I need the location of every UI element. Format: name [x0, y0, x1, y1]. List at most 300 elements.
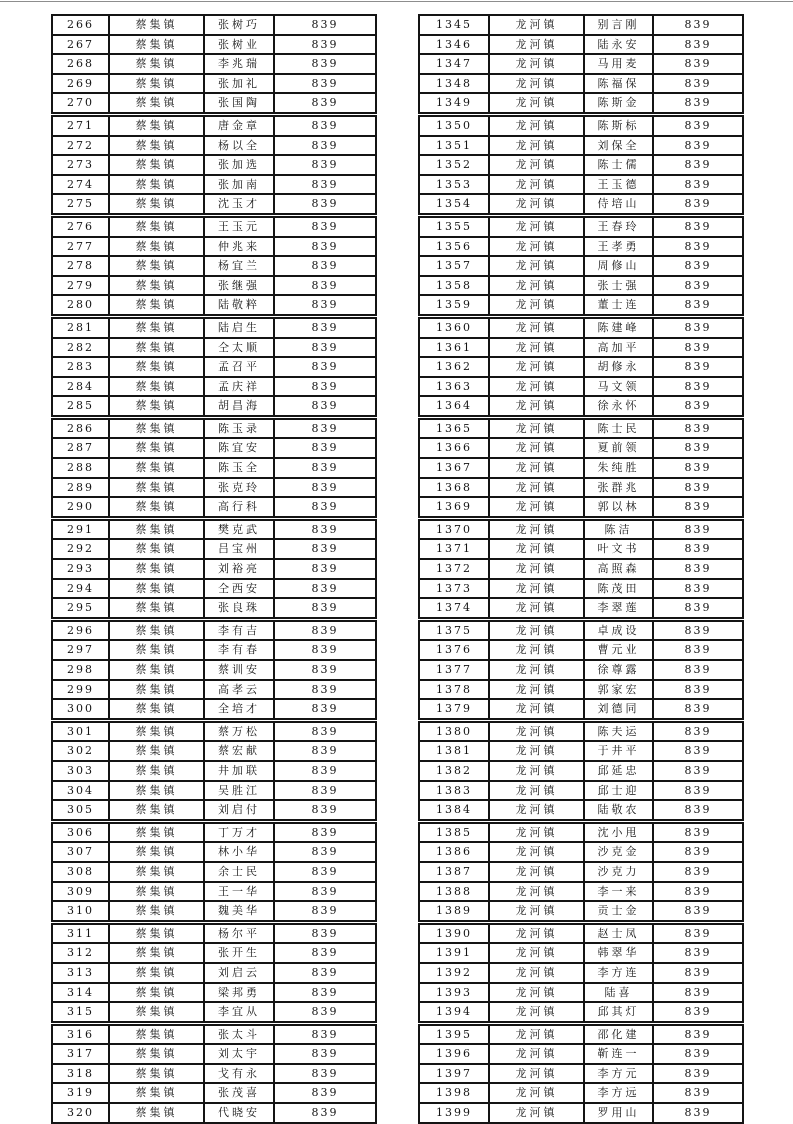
name-cell: 沈玉才: [204, 194, 274, 215]
name-cell: 杨宜兰: [204, 256, 274, 276]
value-cell: 839: [274, 1083, 376, 1103]
serial-cell: 1381: [419, 741, 489, 761]
value-cell: 839: [653, 741, 743, 761]
value-cell: 839: [274, 114, 376, 135]
value-cell: 839: [653, 640, 743, 660]
serial-cell: 274: [52, 175, 109, 195]
table-row: [419, 821, 743, 842]
table-row: [52, 497, 376, 518]
town-cell: 龙河镇: [489, 539, 584, 559]
table-row: [419, 660, 743, 680]
table-row: [52, 761, 376, 781]
serial-cell: 285: [52, 396, 109, 417]
town-cell: 蔡集镇: [109, 1044, 204, 1064]
name-cell: 蔡宏献: [204, 741, 274, 761]
table-row: [52, 539, 376, 559]
name-cell: 代晓安: [204, 1103, 274, 1123]
town-cell: 龙河镇: [489, 93, 584, 114]
town-cell: 龙河镇: [489, 74, 584, 94]
value-cell: 839: [274, 983, 376, 1003]
value-cell: 839: [274, 155, 376, 175]
name-cell: 陈宜安: [204, 438, 274, 458]
value-cell: 839: [653, 15, 743, 35]
value-cell: 839: [653, 215, 743, 236]
town-cell: 龙河镇: [489, 922, 584, 943]
town-cell: 龙河镇: [489, 882, 584, 902]
right-roster-table: [418, 14, 744, 1124]
name-cell: 张树巧: [204, 15, 274, 35]
serial-cell: 1364: [419, 396, 489, 417]
name-cell: 马文领: [584, 377, 653, 397]
name-cell: 陆启生: [204, 316, 274, 337]
table-row: [52, 1064, 376, 1084]
table-row: [419, 720, 743, 741]
table-row: [419, 155, 743, 175]
serial-cell: 268: [52, 54, 109, 74]
town-cell: 龙河镇: [489, 660, 584, 680]
value-cell: 839: [653, 237, 743, 257]
value-cell: 839: [653, 458, 743, 478]
value-cell: 839: [274, 882, 376, 902]
town-cell: 蔡集镇: [109, 943, 204, 963]
value-cell: 839: [274, 963, 376, 983]
name-cell: 张群兆: [584, 478, 653, 498]
right-roster-section: [418, 14, 744, 1124]
left-roster-body: [52, 15, 376, 1123]
table-row: [419, 963, 743, 983]
value-cell: 839: [274, 842, 376, 862]
town-cell: 蔡集镇: [109, 1083, 204, 1103]
name-cell: 刘德同: [584, 699, 653, 720]
serial-cell: 1385: [419, 821, 489, 842]
table-row: [52, 901, 376, 922]
town-cell: 蔡集镇: [109, 800, 204, 821]
value-cell: 839: [653, 781, 743, 801]
town-cell: 蔡集镇: [109, 256, 204, 276]
value-cell: 839: [274, 478, 376, 498]
serial-cell: 277: [52, 237, 109, 257]
town-cell: 蔡集镇: [109, 175, 204, 195]
town-cell: 龙河镇: [489, 901, 584, 922]
serial-cell: 1369: [419, 497, 489, 518]
table-row: [419, 1064, 743, 1084]
serial-cell: 1367: [419, 458, 489, 478]
table-row: [419, 579, 743, 599]
serial-cell: 1382: [419, 761, 489, 781]
serial-cell: 280: [52, 295, 109, 316]
serial-cell: 1398: [419, 1083, 489, 1103]
name-cell: 陈茂田: [584, 579, 653, 599]
table-row: [419, 114, 743, 135]
table-row: [52, 559, 376, 579]
serial-cell: 316: [52, 1023, 109, 1044]
value-cell: 839: [274, 417, 376, 438]
value-cell: 839: [274, 458, 376, 478]
value-cell: 839: [274, 175, 376, 195]
serial-cell: 1350: [419, 114, 489, 135]
table-row: [52, 478, 376, 498]
table-row: [419, 518, 743, 539]
town-cell: 龙河镇: [489, 338, 584, 358]
value-cell: 839: [653, 1044, 743, 1064]
value-cell: 839: [653, 518, 743, 539]
town-cell: 蔡集镇: [109, 114, 204, 135]
value-cell: 839: [653, 396, 743, 417]
serial-cell: 271: [52, 114, 109, 135]
value-cell: 839: [274, 237, 376, 257]
value-cell: 839: [274, 276, 376, 296]
town-cell: 龙河镇: [489, 579, 584, 599]
town-cell: 蔡集镇: [109, 396, 204, 417]
value-cell: 839: [274, 761, 376, 781]
table-row: [419, 539, 743, 559]
table-row: [52, 1002, 376, 1023]
name-cell: 张树业: [204, 35, 274, 55]
town-cell: 龙河镇: [489, 821, 584, 842]
value-cell: 839: [653, 194, 743, 215]
name-cell: 李宜从: [204, 1002, 274, 1023]
value-cell: 839: [653, 136, 743, 156]
serial-cell: 296: [52, 619, 109, 640]
value-cell: 839: [274, 338, 376, 358]
table-row: [52, 155, 376, 175]
value-cell: 839: [653, 417, 743, 438]
name-cell: 刘启付: [204, 800, 274, 821]
serial-cell: 1375: [419, 619, 489, 640]
table-row: [52, 438, 376, 458]
value-cell: 839: [274, 54, 376, 74]
value-cell: 839: [653, 1023, 743, 1044]
name-cell: 樊克武: [204, 518, 274, 539]
value-cell: 839: [274, 396, 376, 417]
value-cell: 839: [653, 54, 743, 74]
name-cell: 侍培山: [584, 194, 653, 215]
name-cell: 丁万才: [204, 821, 274, 842]
town-cell: 蔡集镇: [109, 579, 204, 599]
table-row: [52, 741, 376, 761]
name-cell: 张太斗: [204, 1023, 274, 1044]
serial-cell: 317: [52, 1044, 109, 1064]
town-cell: 龙河镇: [489, 357, 584, 377]
name-cell: 陈夫运: [584, 720, 653, 741]
name-cell: 朱纯胜: [584, 458, 653, 478]
name-cell: 张加礼: [204, 74, 274, 94]
town-cell: 蔡集镇: [109, 1064, 204, 1084]
name-cell: 高照森: [584, 559, 653, 579]
value-cell: 839: [274, 1044, 376, 1064]
name-cell: 郭以林: [584, 497, 653, 518]
left-roster-section: [51, 14, 377, 1124]
value-cell: 839: [274, 720, 376, 741]
table-row: [52, 1023, 376, 1044]
town-cell: 龙河镇: [489, 417, 584, 438]
name-cell: 贡士金: [584, 901, 653, 922]
value-cell: 839: [274, 1002, 376, 1023]
town-cell: 龙河镇: [489, 136, 584, 156]
table-row: [419, 136, 743, 156]
table-row: [419, 842, 743, 862]
town-cell: 蔡集镇: [109, 15, 204, 35]
serial-cell: 1399: [419, 1103, 489, 1123]
name-cell: 陈建峰: [584, 316, 653, 337]
town-cell: 龙河镇: [489, 1002, 584, 1023]
town-cell: 蔡集镇: [109, 237, 204, 257]
town-cell: 龙河镇: [489, 842, 584, 862]
value-cell: 839: [274, 316, 376, 337]
table-row: [52, 842, 376, 862]
name-cell: 刘保全: [584, 136, 653, 156]
name-cell: 张良珠: [204, 598, 274, 619]
serial-cell: 1377: [419, 660, 489, 680]
serial-cell: 301: [52, 720, 109, 741]
value-cell: 839: [274, 539, 376, 559]
name-cell: 王春玲: [584, 215, 653, 236]
serial-cell: 298: [52, 660, 109, 680]
value-cell: 839: [653, 963, 743, 983]
table-row: [419, 882, 743, 902]
table-row: [52, 237, 376, 257]
serial-cell: 279: [52, 276, 109, 296]
table-row: [52, 943, 376, 963]
name-cell: 魏美华: [204, 901, 274, 922]
table-row: [419, 396, 743, 417]
table-row: [52, 276, 376, 296]
table-row: [52, 862, 376, 882]
table-row: [52, 1083, 376, 1103]
serial-cell: 276: [52, 215, 109, 236]
serial-cell: 307: [52, 842, 109, 862]
name-cell: 胡昌海: [204, 396, 274, 417]
value-cell: 839: [274, 136, 376, 156]
serial-cell: 1373: [419, 579, 489, 599]
town-cell: 蔡集镇: [109, 74, 204, 94]
town-cell: 蔡集镇: [109, 377, 204, 397]
value-cell: 839: [274, 1103, 376, 1123]
table-row: [52, 74, 376, 94]
serial-cell: 1374: [419, 598, 489, 619]
name-cell: 邱其灯: [584, 1002, 653, 1023]
table-row: [52, 114, 376, 135]
name-cell: 陆永安: [584, 35, 653, 55]
serial-cell: 1389: [419, 901, 489, 922]
table-row: [52, 396, 376, 417]
value-cell: 839: [653, 114, 743, 135]
value-cell: 839: [653, 497, 743, 518]
town-cell: 龙河镇: [489, 720, 584, 741]
name-cell: 赵士凤: [584, 922, 653, 943]
table-row: [52, 357, 376, 377]
serial-cell: 1384: [419, 800, 489, 821]
serial-cell: 266: [52, 15, 109, 35]
value-cell: 839: [274, 357, 376, 377]
table-row: [419, 781, 743, 801]
table-row: [52, 175, 376, 195]
town-cell: 龙河镇: [489, 598, 584, 619]
table-row: [52, 619, 376, 640]
town-cell: 蔡集镇: [109, 699, 204, 720]
serial-cell: 1361: [419, 338, 489, 358]
name-cell: 杨尔平: [204, 922, 274, 943]
table-row: [52, 800, 376, 821]
serial-cell: 1356: [419, 237, 489, 257]
serial-cell: 1386: [419, 842, 489, 862]
value-cell: 839: [274, 579, 376, 599]
town-cell: 蔡集镇: [109, 497, 204, 518]
serial-cell: 288: [52, 458, 109, 478]
serial-cell: 275: [52, 194, 109, 215]
name-cell: 陆敬粹: [204, 295, 274, 316]
value-cell: 839: [653, 619, 743, 640]
value-cell: 839: [653, 699, 743, 720]
table-row: [419, 15, 743, 35]
table-row: [419, 559, 743, 579]
town-cell: 蔡集镇: [109, 720, 204, 741]
name-cell: 徐永怀: [584, 396, 653, 417]
town-cell: 蔡集镇: [109, 518, 204, 539]
table-row: [419, 338, 743, 358]
table-row: [419, 922, 743, 943]
serial-cell: 1360: [419, 316, 489, 337]
value-cell: 839: [274, 901, 376, 922]
serial-cell: 1358: [419, 276, 489, 296]
name-cell: 王玉元: [204, 215, 274, 236]
value-cell: 839: [653, 357, 743, 377]
table-row: [52, 54, 376, 74]
value-cell: 839: [653, 74, 743, 94]
serial-cell: 1370: [419, 518, 489, 539]
name-cell: 戈有永: [204, 1064, 274, 1084]
name-cell: 井加联: [204, 761, 274, 781]
name-cell: 张士强: [584, 276, 653, 296]
name-cell: 邵化建: [584, 1023, 653, 1044]
town-cell: 蔡集镇: [109, 761, 204, 781]
table-row: [52, 660, 376, 680]
town-cell: 龙河镇: [489, 1083, 584, 1103]
town-cell: 蔡集镇: [109, 338, 204, 358]
value-cell: 839: [274, 35, 376, 55]
serial-cell: 304: [52, 781, 109, 801]
value-cell: 839: [274, 1023, 376, 1044]
serial-cell: 311: [52, 922, 109, 943]
table-row: [419, 800, 743, 821]
name-cell: 罗用山: [584, 1103, 653, 1123]
name-cell: 王一华: [204, 882, 274, 902]
table-row: [52, 295, 376, 316]
table-row: [419, 237, 743, 257]
value-cell: 839: [274, 518, 376, 539]
table-row: [419, 598, 743, 619]
name-cell: 别言刚: [584, 15, 653, 35]
table-row: [419, 983, 743, 1003]
name-cell: 吴胜江: [204, 781, 274, 801]
name-cell: 夏前领: [584, 438, 653, 458]
serial-cell: 299: [52, 680, 109, 700]
name-cell: 沙克力: [584, 862, 653, 882]
value-cell: 839: [653, 579, 743, 599]
name-cell: 陆敬农: [584, 800, 653, 821]
town-cell: 蔡集镇: [109, 93, 204, 114]
left-roster-table: [51, 14, 377, 1124]
town-cell: 龙河镇: [489, 256, 584, 276]
town-cell: 龙河镇: [489, 215, 584, 236]
town-cell: 蔡集镇: [109, 458, 204, 478]
serial-cell: 1371: [419, 539, 489, 559]
table-row: [419, 1083, 743, 1103]
town-cell: 蔡集镇: [109, 680, 204, 700]
town-cell: 蔡集镇: [109, 963, 204, 983]
table-row: [419, 54, 743, 74]
value-cell: 839: [274, 800, 376, 821]
value-cell: 839: [653, 276, 743, 296]
serial-cell: 313: [52, 963, 109, 983]
value-cell: 839: [653, 842, 743, 862]
serial-cell: 1349: [419, 93, 489, 114]
table-row: [52, 1044, 376, 1064]
table-row: [52, 136, 376, 156]
value-cell: 839: [653, 983, 743, 1003]
serial-cell: 1353: [419, 175, 489, 195]
serial-cell: 289: [52, 478, 109, 498]
table-row: [419, 194, 743, 215]
table-row: [419, 35, 743, 55]
value-cell: 839: [274, 781, 376, 801]
value-cell: 839: [274, 15, 376, 35]
table-row: [419, 438, 743, 458]
name-cell: 陈玉全: [204, 458, 274, 478]
town-cell: 龙河镇: [489, 800, 584, 821]
table-row: [52, 35, 376, 55]
table-row: [52, 338, 376, 358]
serial-cell: 1395: [419, 1023, 489, 1044]
serial-cell: 1354: [419, 194, 489, 215]
value-cell: 839: [274, 256, 376, 276]
town-cell: 龙河镇: [489, 54, 584, 74]
table-row: [419, 761, 743, 781]
table-row: [52, 518, 376, 539]
serial-cell: 315: [52, 1002, 109, 1023]
value-cell: 839: [274, 640, 376, 660]
serial-cell: 302: [52, 741, 109, 761]
name-cell: 陈士儒: [584, 155, 653, 175]
town-cell: 蔡集镇: [109, 559, 204, 579]
town-cell: 龙河镇: [489, 741, 584, 761]
table-row: [52, 699, 376, 720]
name-cell: 仝西安: [204, 579, 274, 599]
town-cell: 蔡集镇: [109, 1103, 204, 1123]
town-cell: 蔡集镇: [109, 438, 204, 458]
name-cell: 高孝云: [204, 680, 274, 700]
town-cell: 蔡集镇: [109, 619, 204, 640]
town-cell: 蔡集镇: [109, 901, 204, 922]
serial-cell: 272: [52, 136, 109, 156]
table-row: [419, 276, 743, 296]
serial-cell: 273: [52, 155, 109, 175]
table-row: [419, 1002, 743, 1023]
town-cell: 蔡集镇: [109, 640, 204, 660]
town-cell: 蔡集镇: [109, 276, 204, 296]
table-row: [419, 680, 743, 700]
town-cell: 龙河镇: [489, 761, 584, 781]
name-cell: 张开生: [204, 943, 274, 963]
name-cell: 刘太宇: [204, 1044, 274, 1064]
table-row: [419, 215, 743, 236]
town-cell: 蔡集镇: [109, 155, 204, 175]
name-cell: 陆喜: [584, 983, 653, 1003]
serial-cell: 297: [52, 640, 109, 660]
name-cell: 胡修永: [584, 357, 653, 377]
value-cell: 839: [274, 194, 376, 215]
table-row: [52, 458, 376, 478]
